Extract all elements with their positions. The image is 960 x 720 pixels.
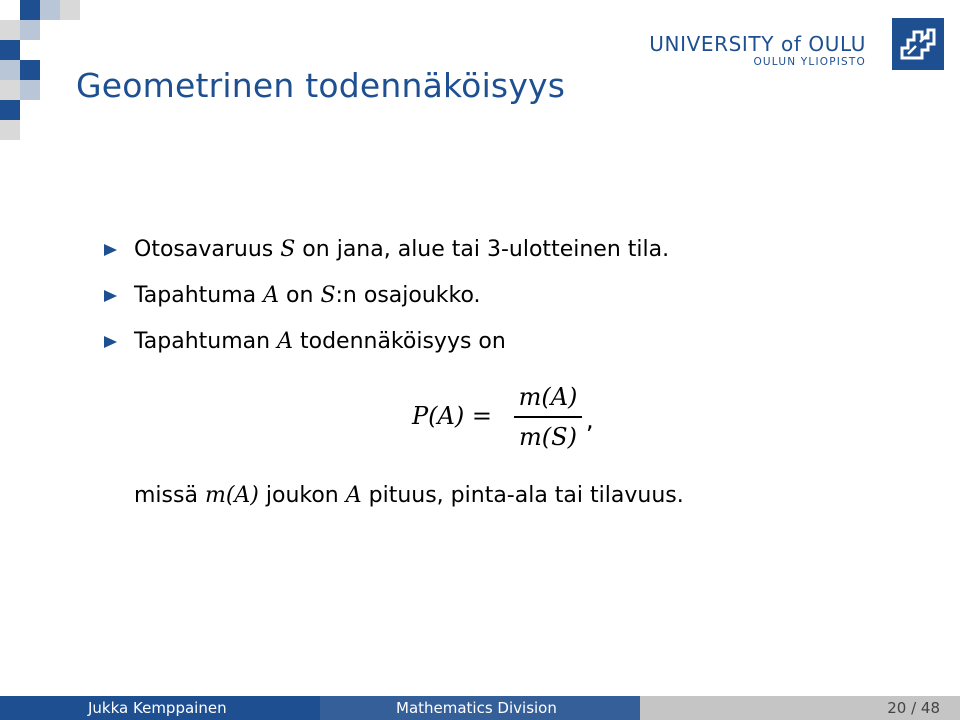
formula-fraction bbox=[514, 380, 582, 454]
math-symbol: A bbox=[263, 283, 280, 308]
bullet-list bbox=[104, 236, 669, 374]
formula-lhs: P(A) = bbox=[412, 402, 492, 430]
bullet-triangle-icon bbox=[104, 290, 117, 302]
university-logo bbox=[644, 18, 944, 70]
note-text: pituus, pinta-ala tai tilavuus. bbox=[361, 483, 684, 508]
bullet-item bbox=[104, 282, 669, 328]
bullet-item bbox=[104, 328, 669, 374]
university-crest-icon bbox=[892, 18, 944, 70]
note-text: missä bbox=[134, 483, 205, 508]
bullet-text: Otosavaruus bbox=[134, 237, 281, 262]
math-symbol: A bbox=[277, 329, 293, 354]
formula-denominator: m(S) bbox=[519, 422, 577, 451]
note-text: joukon bbox=[258, 483, 346, 508]
formula-numerator: m(A) bbox=[518, 383, 578, 411]
bullet-text: on jana, alue tai 3-ulotteinen tila. bbox=[295, 237, 670, 262]
logo-sub-text: OULUN YLIOPISTO bbox=[753, 56, 866, 68]
fraction-bar bbox=[514, 416, 582, 418]
bullet-text: todennäköisyys on bbox=[292, 329, 506, 354]
math-symbol: m(A) bbox=[204, 483, 259, 508]
footer-department: Mathematics Division bbox=[320, 696, 640, 720]
bullet-triangle-icon bbox=[104, 336, 117, 348]
bullet-text: Tapahtuma bbox=[134, 283, 264, 308]
slide-title: Geometrinen todennäköisyys bbox=[76, 66, 566, 105]
bullet-text: on bbox=[279, 283, 321, 308]
bullet-text: Tapahtuman bbox=[134, 329, 278, 354]
footer-page-number: 20 / 48 bbox=[640, 696, 960, 720]
bullet-item bbox=[104, 236, 669, 282]
footer-author: Jukka Kemppainen bbox=[0, 696, 320, 720]
math-symbol: S bbox=[320, 283, 336, 308]
formula-explanation bbox=[134, 482, 684, 510]
bullet-triangle-icon bbox=[104, 244, 117, 256]
math-symbol: S bbox=[280, 237, 296, 262]
formula-comma: , bbox=[586, 406, 594, 434]
logo-main-text: UNIVERSITY of OULU bbox=[649, 32, 866, 56]
bullet-text: :n osajoukko. bbox=[335, 283, 481, 308]
math-symbol: A bbox=[345, 483, 362, 508]
slide-footer bbox=[0, 696, 960, 720]
